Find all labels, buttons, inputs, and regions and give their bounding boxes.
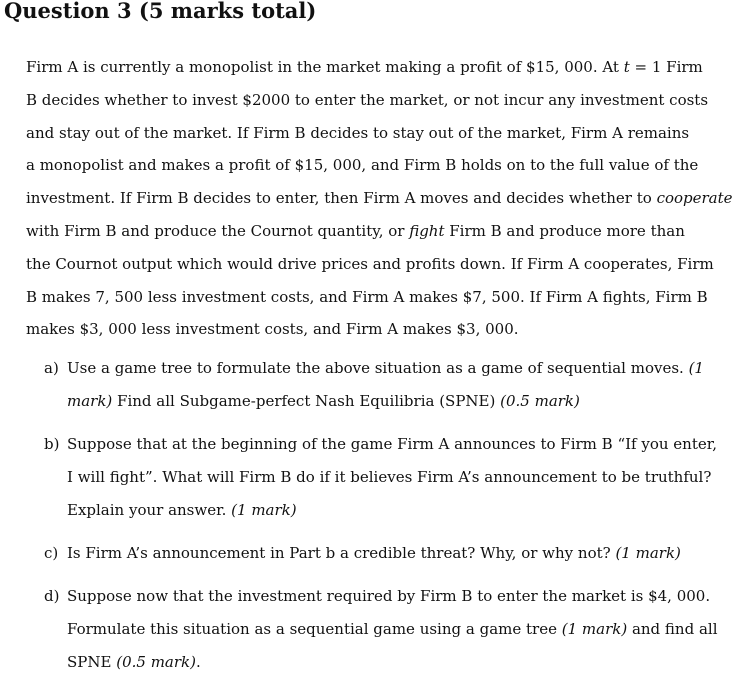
part-line: mark) Find all Subgame-perfect Nash Equilibria (SPNE) (0.5 mark) <box>67 391 580 410</box>
question-title: Question 3 (5 marks total) <box>4 0 317 23</box>
part-body <box>67 428 718 526</box>
intro-line: and stay out of the market. If Firm B decides to stay out of the market, Firm A remains <box>26 123 690 142</box>
intro-line: B makes 7, 500 less investment costs, and Firm A makes $7, 500. If Firm A fights, Firm B <box>26 287 708 306</box>
part-label: d) <box>44 587 60 605</box>
part-label: c) <box>44 544 59 562</box>
intro-line: makes $3, 000 less investment costs, and Firm A makes $3, 000. <box>26 320 519 339</box>
intro-line: the Cournot output which would drive prices and profits down. If Firm A cooperates, Firm <box>26 254 714 273</box>
part-label: b) <box>44 435 60 453</box>
intro-line: Firm A is currently a monopolist in the market making a profit of $15, 000. At t = 1 Firm <box>26 58 703 76</box>
intro-line: investment. If Firm B decides to enter, then Firm A moves and decides whether to cooperate <box>26 189 733 208</box>
intro-line: a monopolist and makes a profit of $15, 000, and Firm B holds on to the full value of the <box>26 156 699 175</box>
part-label: a) <box>44 359 59 377</box>
part-line: Suppose now that the investment required by Firm B to enter the market is $4, 000. <box>67 587 711 605</box>
part-line: SPNE (0.5 mark). <box>67 652 201 671</box>
part-line: Formulate this situation as a sequential game using a game tree (1 mark) and find all <box>67 619 718 638</box>
part-line: Suppose that at the beginning of the game Firm A announces to Firm B “If you enter, <box>67 435 718 453</box>
part-line: Use a game tree to formulate the above situation as a game of sequential moves. (1 <box>67 359 704 377</box>
intro-line: B decides whether to invest $2000 to enter the market, or not incur any investment costs <box>26 90 709 109</box>
part-line: Explain your answer. (1 mark) <box>67 500 297 519</box>
part-body <box>67 580 718 678</box>
part-body <box>67 352 704 418</box>
part-line: Is Firm A’s announcement in Part b a credible threat? Why, or why not? (1 mark) <box>67 544 681 562</box>
part-line: I will fight”. What will Firm B do if it believes Firm A’s announcement to be truthful? <box>67 467 712 486</box>
intro-line: with Firm B and produce the Cournot quantity, or fight Firm B and produce more than <box>26 221 685 240</box>
question-intro <box>26 51 733 346</box>
part-body <box>67 537 681 570</box>
